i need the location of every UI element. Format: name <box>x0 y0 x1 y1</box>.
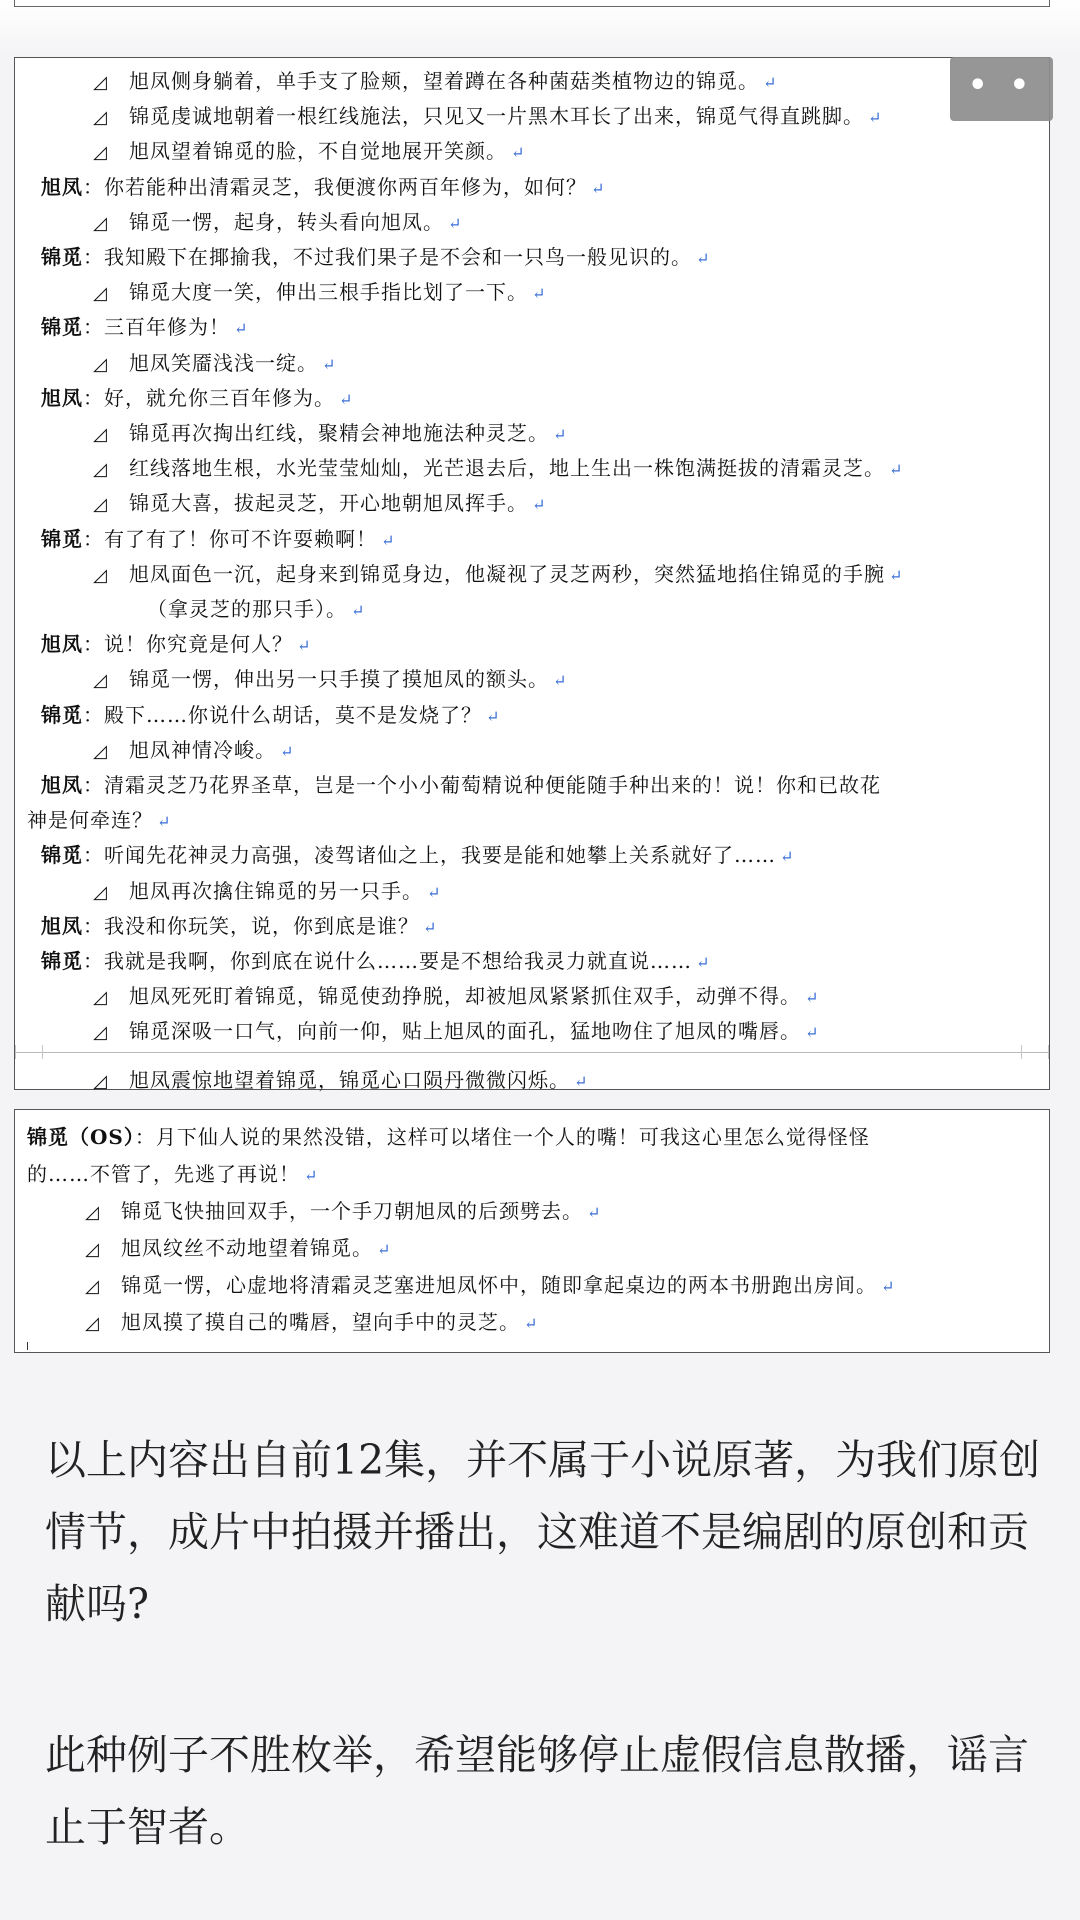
action-marker-icon: ◿ <box>93 881 108 903</box>
speaker-colon: ： <box>134 1125 156 1149</box>
line-text: 旭凤震惊地望着锦觅，锦觅心口陨丹微微闪烁。 <box>129 1067 570 1092</box>
script-page-2 <box>14 1109 1050 1353</box>
line-text: 旭凤望着锦觅的脸，不自觉地展开笑颜。 <box>129 139 507 164</box>
stage-direction-line <box>15 486 1049 521</box>
action-marker-icon: ◿ <box>93 424 108 445</box>
line-text: 旭凤笑靥浅浅一绽。 <box>129 350 318 375</box>
line-text: 神是何牵连？ <box>27 808 153 833</box>
line-text: 月下仙人说的果然没错，这样可以堵住一个人的嘴！可我这心里怎么觉得怪怪 <box>155 1125 870 1149</box>
paragraph-return-icon: ↵ <box>511 143 526 163</box>
line-text: 锦觅大度一笑，伸出三根手指比划了一下。 <box>129 280 528 305</box>
speaker-name: 锦觅 <box>41 843 83 868</box>
line-text: 旭凤面色一沉，起身来到锦觅身边，他凝视了灵芝两秒，突然猛地掐住锦觅的手腕 <box>129 561 885 586</box>
speaker-name: 锦觅（OS） <box>27 1125 135 1149</box>
line-text: 旭凤再次擒住锦觅的另一只手。 <box>129 878 423 903</box>
previous-page-strip <box>0 0 1080 60</box>
line-text: 清霜灵芝乃花界圣草，岂是一个小小葡萄精说种便能随手种出来的！说！你和已故花 <box>104 773 881 797</box>
speaker-colon: ： <box>83 773 104 797</box>
previous-page-edge <box>14 0 1050 7</box>
dialogue-line <box>15 909 1049 944</box>
stage-direction-line <box>15 662 1049 697</box>
action-marker-icon: ◿ <box>93 564 108 586</box>
paragraph-return-icon: ↵ <box>881 1277 896 1296</box>
paragraph-return-icon: ↵ <box>339 389 354 409</box>
line-text: 锦觅飞快抽回双手，一个手刀朝旭凤的后颈劈去。 <box>121 1199 583 1223</box>
paragraph-return-icon: ↵ <box>805 1023 820 1043</box>
dialogue-line <box>15 381 1049 416</box>
action-marker-icon: ◿ <box>93 494 108 516</box>
action-marker-icon: ◿ <box>93 142 108 164</box>
paragraph-return-icon: ↵ <box>889 460 904 480</box>
speaker-name: 锦觅 <box>41 702 83 727</box>
stage-direction-line <box>15 1231 1049 1266</box>
speaker-colon: ： <box>83 174 104 199</box>
dialogue-line <box>15 310 1049 345</box>
action-marker-icon: ◿ <box>93 987 108 1009</box>
dialogue-line <box>15 240 1049 275</box>
paragraph-return-icon: ↵ <box>157 812 172 832</box>
text-cursor <box>27 1342 28 1350</box>
stage-direction-line <box>15 64 1049 99</box>
speaker-colon: ： <box>83 526 104 551</box>
paragraph-return-icon: ↵ <box>427 882 442 902</box>
line-text: 听闻先花神灵力高强，凌驾诸仙之上，我要是能和她攀上关系就好了…… <box>104 843 776 868</box>
line-text: 锦觅深吸一口气，向前一仰，贴上旭凤的面孔，猛地吻住了旭凤的嘴唇。 <box>129 1019 801 1044</box>
paragraph-return-icon: ↵ <box>297 636 312 656</box>
paragraph-return-icon: ↵ <box>377 1240 392 1259</box>
commentary-paragraph-2: 此种例子不胜枚举，希望能够停止虚假信息散播，谣言止于智者。 <box>45 1731 1029 1851</box>
action-marker-icon: ◿ <box>93 1022 108 1044</box>
paragraph-return-icon: ↵ <box>587 1203 602 1222</box>
line-text: 殿下……你说什么胡话，莫不是发烧了？ <box>104 702 482 727</box>
stage-direction-line <box>15 1063 1049 1098</box>
stage-direction-line <box>15 1305 1049 1340</box>
line-text: 旭凤纹丝不动地望着锦觅。 <box>121 1236 373 1260</box>
dialogue-line <box>15 627 1049 662</box>
line-text: （拿灵芝的那只手）。 <box>147 597 347 621</box>
speaker-name: 锦觅 <box>41 949 83 973</box>
page-break-marker-right <box>1021 1045 1049 1059</box>
stage-direction-line <box>15 1014 1049 1049</box>
speaker-colon: ： <box>83 702 104 727</box>
commentary-paragraph-1: 以上内容出自前12集，并不属于小说原著，为我们原创情节，成片中拍摄并播出，这难道不是编剧的原创和贡献吗? <box>45 1436 1041 1628</box>
speaker-name: 旭凤 <box>41 174 83 199</box>
speaker-colon: ： <box>83 843 104 868</box>
line-text: 旭凤侧身躺着，单手支了脸颊，望着蹲在各种菌菇类植物边的锦觅。 <box>129 69 759 93</box>
line-text: 红线落地生根，水光莹莹灿灿，光芒退去后，地上生出一株饱满挺拔的清霜灵芝。 <box>129 456 885 481</box>
speaker-name: 锦觅 <box>41 315 83 340</box>
speaker-name: 旭凤 <box>41 913 83 938</box>
paragraph-return-icon: ↵ <box>234 319 249 339</box>
paragraph-return-icon: ↵ <box>553 671 568 691</box>
stage-direction-line <box>15 275 1049 310</box>
paragraph-return-icon: ↵ <box>351 601 366 620</box>
speaker-colon: ： <box>83 632 104 657</box>
action-marker-icon: ◿ <box>85 1202 100 1223</box>
speaker-colon: ： <box>83 385 104 410</box>
line-text: 锦觅一愣，伸出另一只手摸了摸旭凤的额头。 <box>129 667 549 692</box>
dialogue-line <box>15 803 1049 838</box>
speaker-name: 旭凤 <box>41 773 83 797</box>
action-marker-icon: ◿ <box>93 107 108 129</box>
paragraph-return-icon: ↵ <box>591 178 606 198</box>
stage-direction-line <box>15 1268 1049 1303</box>
paragraph-return-icon: ↵ <box>304 1166 319 1185</box>
stage-direction-line <box>15 874 1049 909</box>
speaker-name: 锦觅 <box>41 245 83 269</box>
action-marker-icon: ◿ <box>93 283 108 305</box>
dialogue-line <box>15 944 1049 979</box>
stage-direction-line <box>15 416 1049 451</box>
paragraph-return-icon: ↵ <box>696 249 711 268</box>
action-marker-icon: ◿ <box>93 212 108 234</box>
paragraph-return-icon: ↵ <box>486 706 501 726</box>
action-marker-icon: ◿ <box>93 740 108 762</box>
line-text: 你若能种出清霜灵芝，我便渡你两百年修为，如何？ <box>104 174 587 199</box>
line-text: 三百年修为！ <box>104 315 230 340</box>
paragraph-return-icon: ↵ <box>322 354 337 374</box>
line-text: 的……不管了，先逃了再说！ <box>27 1162 300 1186</box>
script-page-1 <box>14 57 1050 1090</box>
dialogue-line <box>15 838 1049 873</box>
paragraph-return-icon: ↵ <box>696 953 711 972</box>
speaker-colon: ： <box>83 245 104 269</box>
dialogue-line <box>15 1120 1049 1155</box>
stage-direction-line <box>15 733 1049 768</box>
action-marker-icon: ◿ <box>93 353 108 375</box>
line-text: 我知殿下在揶揄我，不过我们果子是不会和一只鸟一般见识的。 <box>104 245 692 269</box>
action-marker-icon: ◿ <box>85 1276 100 1297</box>
dialogue-line <box>15 768 1049 803</box>
speaker-name: 锦觅 <box>41 526 83 551</box>
dialogue-line <box>15 698 1049 733</box>
line-text: 锦觅一愣，起身，转头看向旭凤。 <box>129 209 444 234</box>
page-break-marker-left <box>15 1045 43 1059</box>
paragraph-return-icon: ↵ <box>532 284 547 304</box>
line-text: 锦觅大喜，拔起灵芝，开心地朝旭凤挥手。 <box>129 491 528 516</box>
speaker-colon: ： <box>83 949 104 973</box>
line-text: 我就是我啊，你到底在说什么……要是不想给我灵力就直说…… <box>104 949 692 973</box>
line-text: 好，就允你三百年修为。 <box>104 385 335 410</box>
stage-direction-line <box>15 979 1049 1014</box>
speaker-name: 旭凤 <box>41 632 83 657</box>
paragraph-return-icon: ↵ <box>805 988 820 1008</box>
line-text: 旭凤死死盯着锦觅，锦觅使劲挣脱，却被旭凤紧紧抓住双手，动弹不得。 <box>129 984 801 1009</box>
stage-direction-line <box>15 557 1049 592</box>
paragraph-return-icon: ↵ <box>889 565 904 585</box>
stage-direction-line <box>15 451 1049 486</box>
dialogue-line <box>15 522 1049 557</box>
paragraph-return-icon: ↵ <box>553 425 568 444</box>
paragraph-return-icon: ↵ <box>280 741 295 761</box>
page-break-line <box>15 1052 1049 1053</box>
speaker-colon: ： <box>83 315 104 340</box>
stage-direction-line <box>15 346 1049 381</box>
paragraph-return-icon: ↵ <box>532 495 547 515</box>
line-text: 旭凤神情冷峻。 <box>129 737 276 762</box>
paragraph-return-icon: ↵ <box>868 108 883 128</box>
dialogue-line <box>15 592 1049 627</box>
action-marker-icon: ◿ <box>93 1070 108 1092</box>
line-text: 锦觅再次掏出红线，聚精会神地施法种灵芝。 <box>129 421 549 445</box>
dialogue-line <box>15 1157 1049 1192</box>
paragraph-return-icon: ↵ <box>780 847 795 867</box>
paragraph-return-icon: ↵ <box>574 1071 589 1091</box>
line-text: 有了有了！你可不许耍赖啊！ <box>104 526 377 551</box>
action-marker-icon: ◿ <box>93 670 108 692</box>
paragraph-return-icon: ↵ <box>381 530 396 550</box>
stage-direction-line <box>15 1194 1049 1229</box>
action-marker-icon: ◿ <box>85 1239 100 1260</box>
action-marker-icon: ◿ <box>85 1313 100 1334</box>
paragraph-return-icon: ↵ <box>423 917 438 937</box>
action-marker-icon: ◿ <box>93 72 108 93</box>
dialogue-line <box>15 170 1049 205</box>
line-text: 锦觅一愣，心虚地将清霜灵芝塞进旭凤怀中，随即拿起桌边的两本书册跑出房间。 <box>121 1273 877 1297</box>
line-text: 说！你究竟是何人？ <box>104 632 293 657</box>
paragraph-return-icon: ↵ <box>448 213 463 233</box>
paragraph-return-icon: ↵ <box>763 73 778 92</box>
action-marker-icon: ◿ <box>93 459 108 481</box>
stage-direction-line <box>15 134 1049 169</box>
line-text: 我没和你玩笑，说，你到底是谁？ <box>104 913 419 938</box>
speaker-colon: ： <box>83 913 104 938</box>
stage-direction-line <box>15 205 1049 240</box>
line-text: 旭凤摸了摸自己的嘴唇，望向手中的灵芝。 <box>121 1310 520 1334</box>
stage-direction-line <box>15 99 1049 134</box>
line-text: 锦觅虔诚地朝着一根红线施法，只见又一片黑木耳长了出来，锦觅气得直跳脚。 <box>129 104 864 129</box>
more-options-button[interactable]: • • • <box>950 57 1053 121</box>
speaker-name: 旭凤 <box>41 385 83 410</box>
paragraph-return-icon: ↵ <box>524 1314 539 1333</box>
